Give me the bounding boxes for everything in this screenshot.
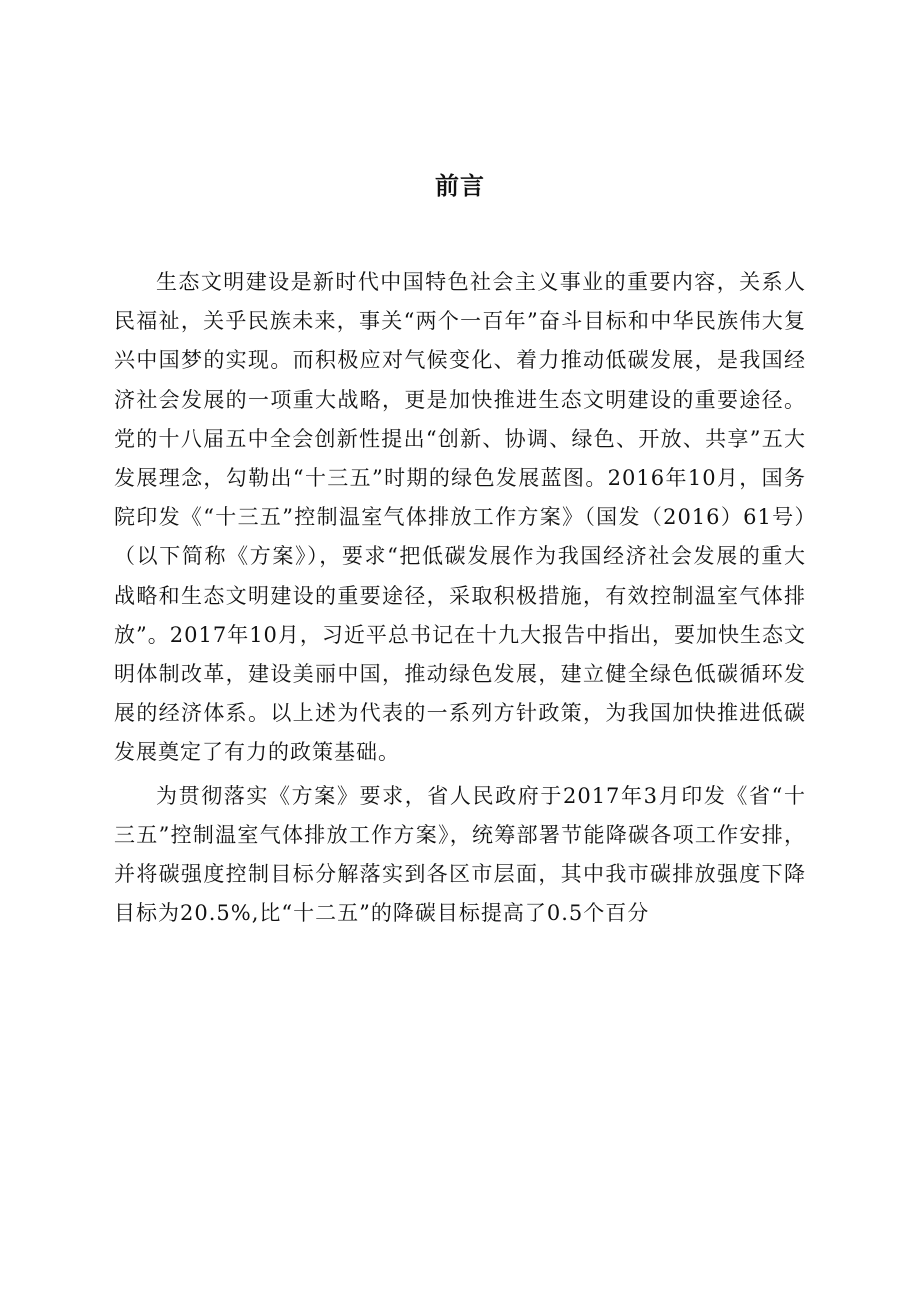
body-text bbox=[114, 263, 806, 933]
paragraph-1: 生态文明建设是新时代中国特色社会主义事业的重要内容，关系人民福祉，关乎民族未来，事关“两个一百年”奋斗目标和中华民族伟大复兴中国梦的实现。而积极应对气候变化、着力推动低碳发展，是我国经济社会发展的一项重大战略，更是加快推进生态文明建设的重要途径。党的十八届五中全会创新性提出“创新、协调、绿色、开放、共享”五大发展理念，勾勒出“十三五”时期的绿色发展蓝图。2016年10月，国务院印发《“十三五”控制温室气体排放工作方案》（国发（2016）61号）（以下简称《方案》），要求“把低碳发展作为我国经济社会发展的重大战略和生态文明建设的重要途径，采取积极措施，有效控制温室气体排放”。2017年10月，习近平总书记在十九大报告中指出，要加快生态文明体制改革，建设美丽中国，推动绿色发展，建立健全绿色低碳循环发展的经济体系。以上述为代表的一系列方针政策，为我国加快推进低碳发展奠定了有力的政策基础。 bbox=[114, 270, 806, 765]
page-title: 前言 bbox=[435, 172, 485, 200]
paragraph-2: 为贯彻落实《方案》要求，省人民政府于2017年3月印发《省“十三五”控制温室气体排放工作方案》，统筹部署节能降碳各项工作安排，并将碳强度控制目标分解落实到各区市层面，其中我市碳排放强度下降目标为20.5%,比“十二五”的降碳目标提高了0.5个百分 bbox=[114, 783, 806, 926]
